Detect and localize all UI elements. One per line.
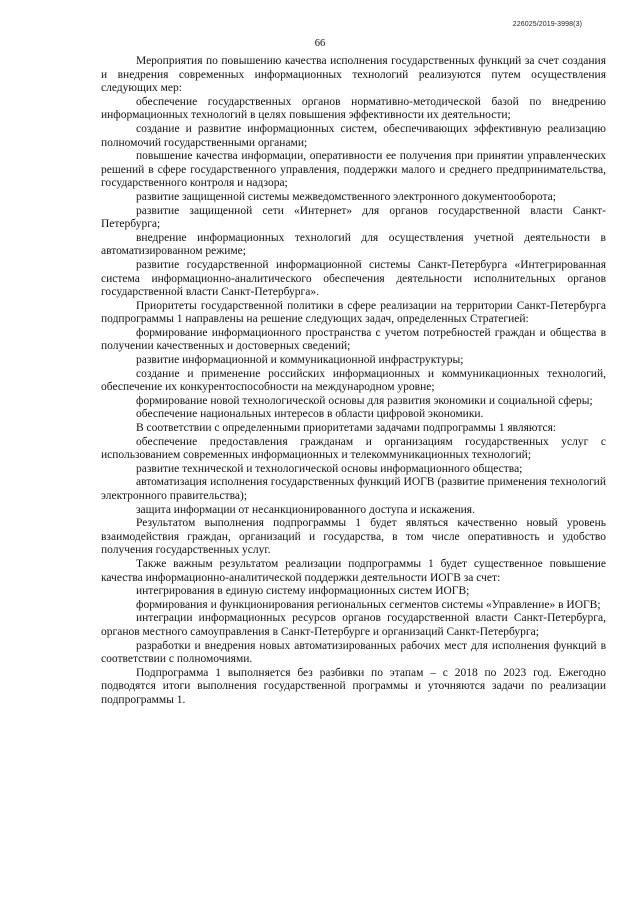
paragraph: развитие защищенной сети «Интернет» для органов государственной власти Санкт-Петербурга; xyxy=(101,204,606,231)
document-body xyxy=(101,55,606,708)
paragraph: Мероприятия по повышению качества исполнения государственных функций за счет создания и внедрения современных информационных технологий реализуются путем осуществления следующих мер: xyxy=(101,55,606,95)
page-number: 66 xyxy=(314,38,326,49)
paragraph: повышение качества информации, оперативности ее получения при принятии управленческих решений в сфере государственного управления, поддержки малого и среднего предпринимательства, государственного контроля и надзора; xyxy=(101,150,606,190)
document-id: 226025/2019-3998(3) xyxy=(512,21,582,28)
paragraph: Результатом выполнения подпрограммы 1 будет являться качественно новый уровень взаимодействия граждан, организаций и государства, в том числе оперативность и удобство получения государственных услуг. xyxy=(101,517,606,557)
paragraph: развитие технической и технологической основы информационного общества; xyxy=(136,462,523,475)
paragraph: развитие информационной и коммуникационной инфраструктуры; xyxy=(136,354,464,367)
paragraph: Также важным результатом реализации подпрограммы 1 будет существенное повышение качества информационно-аналитической поддержки деятельности ИОГВ за счет: xyxy=(101,557,606,584)
paragraph: В соответствии с определенными приоритетами задачами подпрограммы 1 являются: xyxy=(136,422,557,435)
paragraph: развитие государственной информационной системы Санкт-Петербурга «Интегрированная система информационно-аналитического обеспечения деятельности исполнительных органов государственной власти Санкт-Петербурга». xyxy=(101,258,606,299)
paragraph: формирования и функционирования региональных сегментов системы «Управление» в ИОГВ; xyxy=(136,598,601,611)
paragraph: разработки и внедрения новых автоматизированных рабочих мест для исполнения функций в соответствии с полномочиями. xyxy=(101,639,606,666)
paragraph: обеспечение государственных органов нормативно-методической базой по внедрению информационных технологий в целях повышения эффективности их деятельности; xyxy=(101,95,606,122)
paragraph: защита информации от несанкционированного доступа и искажения. xyxy=(136,503,475,516)
paragraph: создание и развитие информационных систем, обеспечивающих эффективную реализацию полномочий государственными органами; xyxy=(101,122,606,149)
paragraph: формирование информационного пространства с учетом потребностей граждан и общества в получении качественных и достоверных сведений; xyxy=(101,326,606,353)
paragraph: автоматизация исполнения государственных функций ИОГВ (развитие применения технологий электронного правительства); xyxy=(101,476,606,502)
paragraph: интеграции информационных ресурсов органов государственной власти Санкт-Петербурга, органов местного самоуправления в Санкт-Петербурге и организаций Санкт-Петербурга; xyxy=(101,612,606,638)
paragraph: Приоритеты государственной политики в сфере реализации на территории Санкт-Петербурга подпрограммы 1 направлены на решение следующих задач, определенных Стратегией: xyxy=(101,299,606,326)
paragraph: развитие защищенной системы межведомственного электронного документооборота; xyxy=(136,190,556,203)
paragraph: обеспечение национальных интересов в области цифровой экономики. xyxy=(136,408,484,421)
paragraph: создание и применение российских информационных и коммуникационных технологий, обеспечение их конкурентоспособности на международном уровне; xyxy=(101,367,606,394)
paragraph: внедрение информационных технологий для осуществления учетной деятельности в автоматизированном режиме; xyxy=(101,231,606,258)
paragraph: интегрирования в единую систему информационных систем ИОГВ; xyxy=(136,585,470,598)
paragraph: Подпрограмма 1 выполняется без разбивки по этапам – с 2018 по 2023 год. Ежегодно подводятся итоги выполнения государственной программы и уточняются задачи по реализации подпрограммы 1. xyxy=(101,666,606,706)
paragraph: обеспечение предоставления гражданам и организациям государственных услуг с использованием современных информационных и телекоммуникационных технологий; xyxy=(101,435,606,462)
paragraph: формирование новой технологической основы для развития экономики и социальной сферы; xyxy=(136,394,593,407)
